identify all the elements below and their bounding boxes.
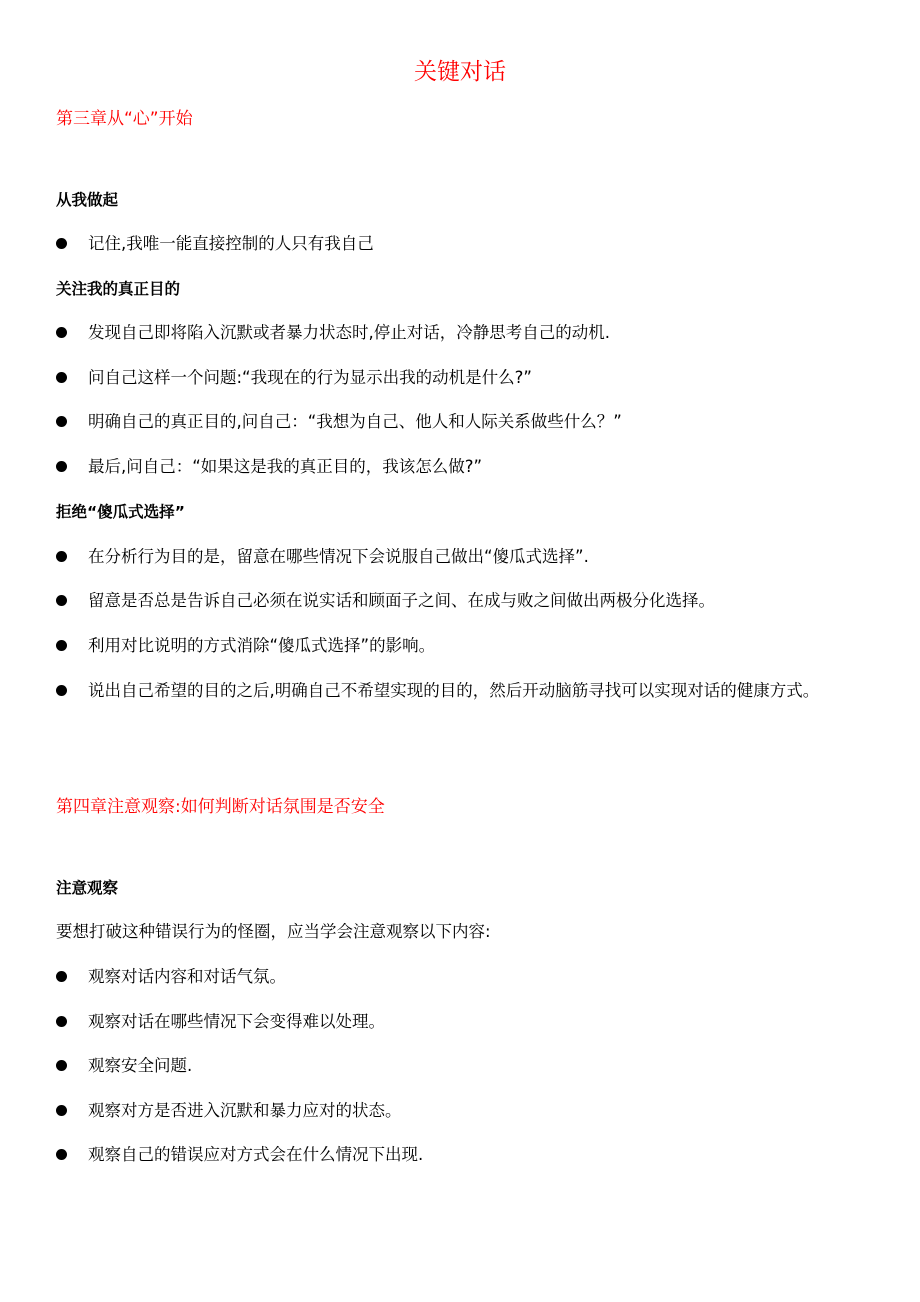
bullet-text: 问自己这样一个问题:“我现在的行为显示出我的动机是什么?” bbox=[88, 368, 532, 387]
bullet-text: 观察自己的错误应对方式会在什么情况下出现. bbox=[88, 1145, 424, 1164]
bullet-text: 说出自己希望的目的之后,明确自己不希望实现的目的，然后开动脑筋寻找可以实现对话的健康方式。 bbox=[88, 681, 820, 700]
section-heading-observe: 注意观察 bbox=[56, 879, 119, 897]
bullet-icon bbox=[56, 551, 67, 562]
bullet-text: 记住,我唯一能直接控制的人只有我自己 bbox=[88, 234, 374, 253]
bullet-text: 发现自己即将陷入沉默或者暴力状态时,停止对话，冷静思考自己的动机. bbox=[88, 323, 610, 342]
bullet-text: 观察安全问题. bbox=[88, 1056, 193, 1075]
bullet-text: 明确自己的真正目的,问自己：“我想为自己、他人和人际关系做些什么？” bbox=[88, 412, 622, 431]
bullet-icon bbox=[56, 461, 67, 472]
bullet-text: 利用对比说明的方式消除“傻瓜式选择”的影响。 bbox=[88, 636, 436, 655]
bullet-icon bbox=[56, 685, 67, 696]
bullet-icon bbox=[56, 1016, 67, 1027]
bullet-text: 在分析行为目的是，留意在哪些情况下会说服自己做出“傻瓜式选择”. bbox=[88, 547, 589, 566]
document-title: 关键对话 bbox=[414, 59, 506, 85]
bullet-icon bbox=[56, 1105, 67, 1116]
bullet-text: 最后,问自己：“如果这是我的真正目的，我该怎么做?” bbox=[88, 457, 483, 476]
bullet-icon bbox=[56, 640, 67, 651]
bullet-text: 观察对话内容和对话气氛。 bbox=[88, 967, 286, 986]
chapter-4-title: 第四章注意观察:如何判断对话氛围是否安全 bbox=[56, 797, 385, 817]
section-heading-start-with-me: 从我做起 bbox=[56, 191, 119, 209]
bullet-icon bbox=[56, 1060, 67, 1071]
section-heading-true-purpose: 关注我的真正目的 bbox=[56, 280, 181, 298]
intro-paragraph: 要想打破这种错误行为的怪圈，应当学会注意观察以下内容: bbox=[56, 922, 491, 941]
bullet-text: 留意是否总是告诉自己必须在说实话和顾面子之间、在成与败之间做出两极分化选择。 bbox=[88, 591, 715, 610]
chapter-3-title: 第三章从“心”开始 bbox=[56, 109, 193, 129]
section-heading-reject-sucker-choice: 拒绝“傻瓜式选择” bbox=[56, 503, 185, 521]
bullet-icon bbox=[56, 595, 67, 606]
bullet-text: 观察对方是否进入沉默和暴力应对的状态。 bbox=[88, 1101, 402, 1120]
bullet-text: 观察对话在哪些情况下会变得难以处理。 bbox=[88, 1012, 385, 1031]
bullet-icon bbox=[56, 372, 67, 383]
bullet-icon bbox=[56, 416, 67, 427]
bullet-icon bbox=[56, 327, 67, 338]
bullet-icon bbox=[56, 1149, 67, 1160]
bullet-icon bbox=[56, 971, 67, 982]
bullet-icon bbox=[56, 238, 67, 249]
